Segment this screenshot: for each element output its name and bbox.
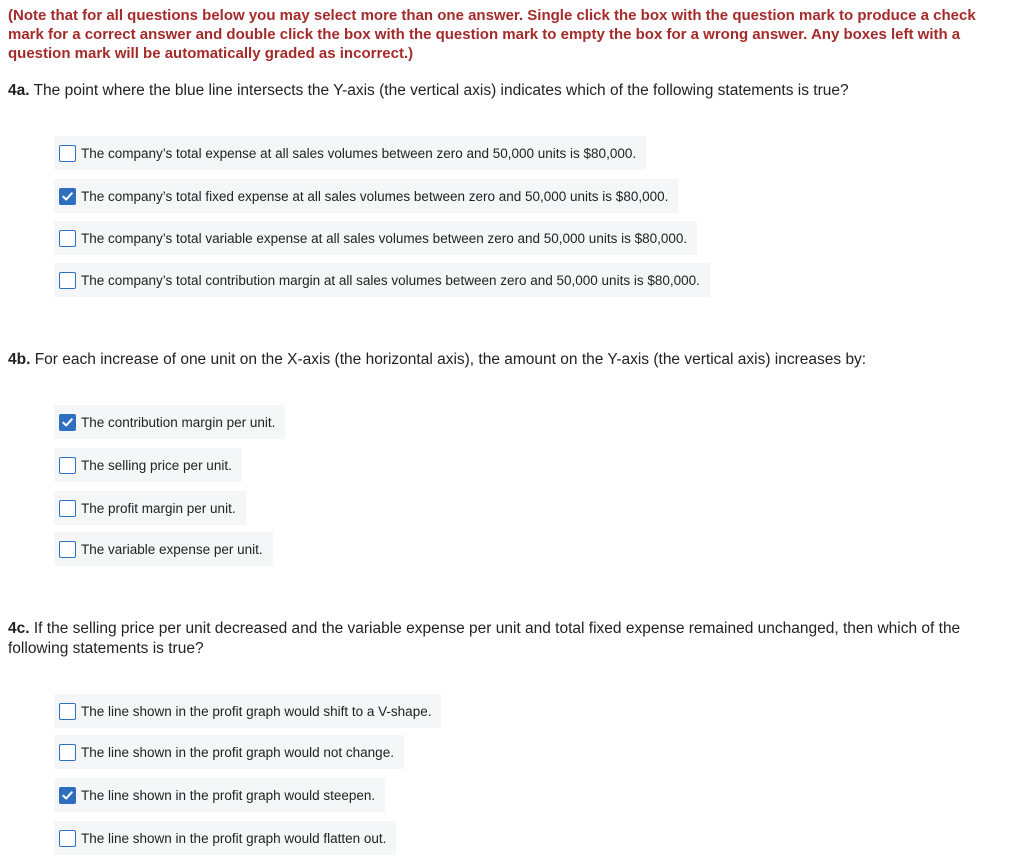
option-4c-3[interactable] [54, 778, 385, 812]
option-label: The selling price per unit. [81, 457, 232, 473]
checkbox-icon[interactable] [59, 541, 76, 558]
option-4a-3[interactable] [54, 221, 697, 255]
option-label: The profit margin per unit. [81, 500, 236, 516]
question-number: 4a. [8, 82, 30, 99]
option-4b-1[interactable] [54, 405, 285, 439]
option-4b-3[interactable] [54, 491, 246, 525]
question-4b [8, 350, 1008, 370]
option-4a-4[interactable] [54, 263, 710, 297]
option-label: The line shown in the profit graph would steepen. [81, 787, 376, 803]
question-4c [8, 619, 1008, 659]
checkbox-icon[interactable] [59, 272, 76, 289]
option-label: The company’s total expense at all sales volumes between zero and 50,000 units is $80,000. [81, 145, 637, 161]
question-number: 4b. [8, 351, 31, 368]
question-4a [8, 81, 1008, 101]
checkbox-icon[interactable] [59, 744, 76, 761]
option-4a-1[interactable] [54, 136, 646, 170]
option-label: The variable expense per unit. [81, 541, 263, 557]
option-label: The company’s total contribution margin at all sales volumes between zero and 50,000 units is $80,000. [81, 272, 700, 288]
option-label: The company’s total variable expense at all sales volumes between zero and 50,000 units is $80,000. [81, 230, 688, 246]
checkbox-icon[interactable] [59, 703, 76, 720]
option-label: The company’s total fixed expense at all sales volumes between zero and 50,000 units is $80,000. [81, 188, 669, 204]
question-text: For each increase of one unit on the X-axis (the horizontal axis), the amount on the Y-axis (the vertical axis) increases by: [34, 351, 867, 368]
question-text: If the selling price per unit decreased and the variable expense per unit and total fixed expense remained unchanged, then which of the following statements is true? [8, 620, 961, 657]
option-label: The line shown in the profit graph would flatten out. [81, 830, 387, 846]
option-label: The line shown in the profit graph would shift to a V-shape. [81, 703, 432, 719]
checkmark-icon[interactable] [59, 188, 76, 205]
question-number: 4c. [8, 620, 30, 637]
checkbox-icon[interactable] [59, 145, 76, 162]
option-4c-2[interactable] [54, 735, 404, 769]
checkbox-icon[interactable] [59, 500, 76, 517]
option-4c-1[interactable] [54, 694, 441, 728]
option-4b-2[interactable] [54, 448, 242, 482]
checkmark-icon[interactable] [59, 414, 76, 431]
checkbox-icon[interactable] [59, 230, 76, 247]
instructions-note: (Note that for all questions below you may select more than one answer. Single click the box with the question mark to produce a check mark for a correct answer and double click the box with the question mark to empty the box for a wrong answer. Any boxes left with a question mark will be automatically graded as incorrect.) [8, 7, 976, 62]
option-label: The line shown in the profit graph would not change. [81, 744, 394, 760]
option-4b-4[interactable] [54, 532, 273, 566]
checkbox-icon[interactable] [59, 830, 76, 847]
option-4c-4[interactable] [54, 821, 396, 855]
option-4a-2[interactable] [54, 179, 678, 213]
checkmark-icon[interactable] [59, 787, 76, 804]
question-text: The point where the blue line intersects the Y-axis (the vertical axis) indicates which of the following statements is true? [33, 82, 849, 99]
option-label: The contribution margin per unit. [81, 414, 276, 430]
checkbox-icon[interactable] [59, 457, 76, 474]
